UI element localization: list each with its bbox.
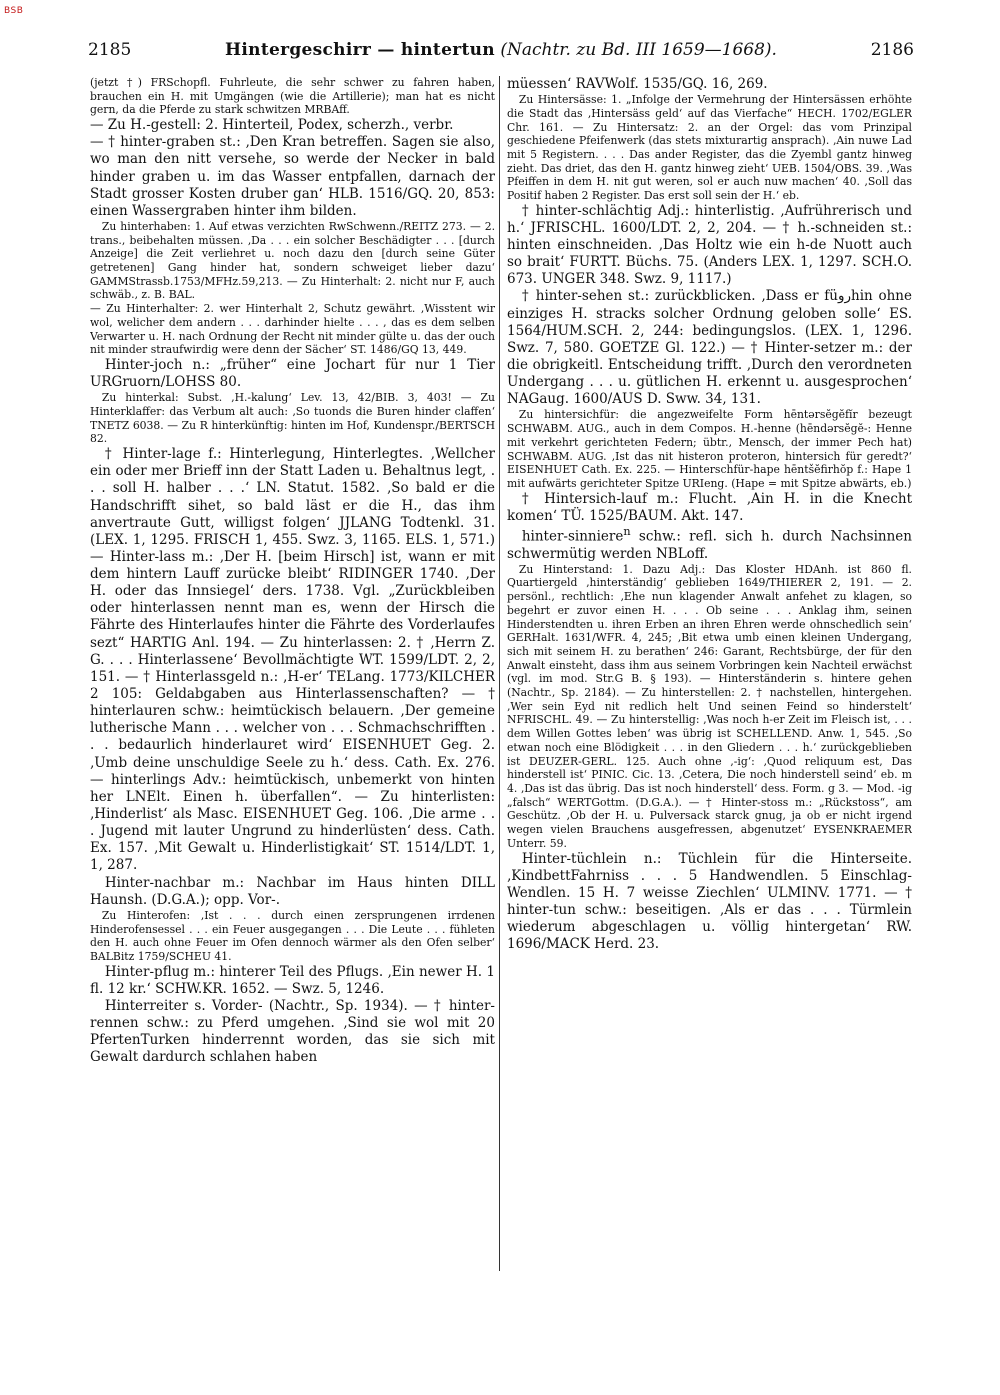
dictionary-entry: Hinterreiter s. Vorder- (Nachtr., Sp. 1934). — † hinter-rennen schw.: zu Pferd umgehen. ‚Sind sie wol mit 20 PfertenTurken hinderrennt worden, das sie sich mit Gewalt dardurch schlahen haben — [90, 997, 495, 1066]
column-divider — [499, 76, 500, 1271]
dictionary-entry: hinter-sinniere$^n$ schw.: refl. sich h. durch Nachsinnen schwermütig werden NBLoff. — [507, 524, 912, 562]
dictionary-entry: Hinter-tüchlein n.: Tüchlein für die Hinterseite. ‚KindbettFahrniss . . . 5 Handwendlen. 5 Einschlag-Wendlen. 15 H. 7 weisse Ziechlen‘ ULMINV. 1771. — † hinter-tun schw.: beseitigen. ‚Als er das . . . Türmlein wiederum abgeschlagen u. völlig hintergetan‘ RW. 1696/MACK Herd. 23. — [507, 850, 912, 953]
dictionary-entry: Zu Hinterstand: 1. Dazu Adj.: Das Kloster HDAnh. ist 860 fl. Quartiergeld ‚hinterständig‘ geblieben 1649/THIERER 2, 191. — 2. persönl., rechtlich: ‚Ehe nun klagender Anwalt anfehet zu klagen, so begehrt er zuvor einen H. . . . Ob seine . . . Anklag ihm, seinen Hinderstendten u. ihren Erben an ihren Ehren werde ohnschedlich sein‘ GERHalt. 1631/WFR. 4, 245; ‚Bit etwa umb einen kleinen Undergang, sich mit seinem H. zu berathen‘ 246: Garant, Rechtsbürge, der für den Anwalt einsteht, dass ihm aus seinem Vorbringen kein Nachteil erwächst (vgl. im mod. Str.G B. § 193). — Hinterständerin s. hintere gehen (Nachtr., Sp. 2184). — Zu hinterstellen: 2. † nachstellen, hintergehen. ‚Wer sein Eyd nit redlich helt Und seinen Feind so hinderstelt‘ NFRISCHL. 49. — Zu hinterstellig: ‚Was noch h-er Zeit im Fleisch ist, . . . dem Willen Gottes leben‘ was übrig ist SCHELLEND. Anw. 1, 545. ‚So etwan noch eine Blödigkeit . . . in den Gliedern . . . h.‘ zurückgeblieben ist DEUZER-GERL. 125. Auch ohne ‚-ig‘: ‚Quod reliquum est, Das hinderstell ist‘ PINIC. Cic. 13. ‚Cetera, Die noch hinderstell seind‘ eb. m 4. ‚Das ist das übrig. Das ist noch hinderstell‘ dess. Form. g 3. — Mod. -ig „falsch“ WERTGottm. (D.G.A.). — † Hinter-stoss m.: „Rückstoss“, am Geschütz. ‚Ob der H. u. Pulversack starck gnug, ja ob er nicht irgend wegen vielen Brauchens ausgefressen, abgenutzet‘ EYSENKRAEMER Unterr. 59. — [507, 562, 912, 850]
dictionary-entry: Hinter-joch n.: „früher“ eine Jochart für nur 1 Tier URGruorn/LOHSS 80. — [90, 356, 495, 391]
dictionary-entry: Hinter-nachbar m.: Nachbar im Haus hinten DILL Haunsh. (D.G.A.); opp. Vor-. — [90, 874, 495, 908]
page-header — [88, 40, 914, 62]
dictionary-entry: Zu hinterkal: Subst. ‚H.-kalung‘ Lev. 13, 42/BIB. 3, 403! — Zu Hinterklaffer: das Verbum alt auch: ‚So tuonds die Buren hinder claffen‘ TNETZ 6038. — Zu R hinterkünftig: hinten im Hof, Kundenspr./BERTSCH 82. — [90, 391, 495, 446]
dictionary-entry: — Zu H.-gestell: 2. Hinterteil, Podex, scherzh., verbr. — [90, 117, 454, 134]
running-title-headwords: Hintergeschirr — hintertun — [225, 40, 495, 60]
dictionary-entry: † hinter-sehen st.: zurückblicken. ‚Dass er füروhin ohne einziges H. stracks solcher Ordnung geloben solle‘ ES. 1564/HUM.SCH. 2, 244: bedingungslos. (LEX. 1, 1296. Swz. 7, 580. GOETZE Gl. 122.) — † Hinter-setzer m.: der die obrigkeitl. Entscheidung trifft. ‚Durch den verordneten Undergang . . . u. gütlichen H. erkennt u. ausgesprochen‘ NAGaug. 1600/AUS D. Sww. 34, 131. — [507, 288, 912, 408]
running-title-reference: (Nachtr. zu Bd. III 1659—1668). — [500, 40, 777, 60]
dictionary-entry: (jetzt †) FRSchopfl. Fuhrleute, die sehr schwer zu fahren haben, brauchen ein H. mit Umgängen (wie die Artillerie); man hat es nicht gern, da die Pferde zu stark schwitzen MRBAff. — [90, 76, 495, 117]
dictionary-entry: — † hinter-graben st.: ‚Den Kran betreffen. Sagen sie also, wo man den nitt versehe, so werde der Necker in bald hinder graben u. im das Wasser entpfallen, darnach der Stadt grosser Kosten druber gan‘ HLB. 1516/GQ. 20, 853: einen Wassergraben hinter ihm bilden. — [90, 134, 495, 219]
library-stamp: BSB — [4, 6, 24, 16]
right-column — [507, 76, 912, 953]
dictionary-entry: Zu hintersichfür: die angezweifelte Form hēntərsĕgĕfĭr bezeugt SCHWABM. AUG., auch in dem Compos. H.-henne (hēndərsĕgĕ-: Henne mit verkehrt gerichteten Federn; übtr., Mensch, der immer Pech hat) SCHWABM. AUG. ‚Ist das nit histeron proteron, hintersich für geredt?‘ EISENHUET Cath. Ex. 225. — Hinterschfür-hape hēntšĕfirhŏp f.: Hape 1 mit aufwärts gerichteter Spitze URIeng. (Hape = mit Spitze abwärts, eb.) — [507, 408, 912, 490]
dictionary-entry: Hinter-pflug m.: hinterer Teil des Pflugs. ‚Ein newer H. 1 fl. 12 kr.‘ SCHW.KR. 1652. — Swz. 5, 1246. — [90, 963, 495, 997]
right-page-number: 2186 — [870, 40, 914, 60]
left-column — [90, 76, 495, 1067]
dictionary-entry: Zu Hinterofen: ‚Ist . . . durch einen zersprungenen irrdenen Hinderofensessel . . . ein Feuer ausgegangen . . . Die Leute . . . fühleten den H. auch ohne Feuer im Ofen dennoch wärmer als den Ofen selber‘ BALBitz 1759/SCHEU 41. — [90, 908, 495, 963]
dictionary-entry: † Hintersich-lauf m.: Flucht. ‚Ain H. in die Knecht komen‘ TÜ. 1525/BAUM. Akt. 147. — [507, 490, 912, 524]
running-title — [88, 40, 914, 60]
dictionary-entry: — Zu Hinterhalter: 2. wer Hinterhalt 2, Schutz gewährt. ‚Wisstent wir wol, welicher dem andern . . . darhinder hielte . . . , das es dem selben Verwarter u. H. nach Ordnung der Recht nit minder gülte u. das der ouch nit minder straufwirdig were denn der Sächer‘ ST. 1486/GQ 13, 449. — [90, 302, 495, 357]
dictionary-entry: müessen‘ RAVWolf. 1535/GQ. 16, 269. — [507, 76, 768, 92]
dictionary-entry: † Hinter-lage f.: Hinterlegung, Hinterlegtes. ‚Wellcher ein oder mer Brieff inn der Statt Laden u. Behaltnus legt, . . . soll H. halber . . .‘ LN. Statut. 1582. ‚So bald er die Handschrifft sihet, so bald läst er die H., das ihm anvertraute Gutt, willigst folgen‘ JJLANG Todtenkl. 31. (LEX. 1, 1295. FRISCH 1, 455. Swz. 3, 1165. ELS. 1, 571.) — Hinter-lass m.: ‚Der H. [beim Hirsch] ist, wann er mit dem hintern Lauff zurücke bleibt‘ RIDINGER 1740. ‚Der H. oder das Innsiegel‘ ders. 1738. Vgl. „Zurückbleiben oder hinterlassen nennt man es, wenn der Hirsch die Fährte des Hinterlaufes hinter die Fährte des Vorderlaufes sezt“ HARTIG Anl. 194. — Zu hinterlassen: 2. † ‚Herrn Z. G. . . . Hinterlassene‘ Bevollmächtigte WT. 1599/LDT. 2, 2, 151. — † Hinterlassgeld n.: ‚H-er‘ TELang. 1773/KILCHER 2 105: Geldabgaben aus Hinterlassenschaften? — † hinterlauren schw.: heimtückisch belauern. ‚Der gemeine lutherische Mann . . . welcher von . . . Schmachschrifften . . . bedaurlich hinderlauret wird‘ EISENHUET Geg. 2. ‚Umb deine unschuldige Seele zu h.‘ dess. Cath. Ex. 276. — hinterlings Adv.: heimtückisch, unbemerkt von hinten her LNElt. Einen h. überfallen“. — Zu hinterlisten: ‚Hinderlist‘ als Masc. EISENHUET Geg. 106. ‚Die arme . . . Jugend mit lauter Ungrund zu hinderlüsten‘ dess. Cath. Ex. 157. ‚Mit Gewalt u. Hinderlistigkait‘ ST. 1514/LDT. 1, 1, 287. — [90, 446, 495, 874]
dictionary-entry: † hinter-schlächtig Adj.: hinterlistig. ‚Aufrührerisch und h.‘ JFRISCHL. 1600/LDT. 2, 2, 204. — † h.-schneiden st.: hinten einschneiden. ‚Das Holtz wie ein h-de Nuott auch so brait‘ FURTT. Büchs. 75. (Anders LEX. 1, 1297. SCH.O. 673. UNGER 348. Swz. 9, 1117.) — [507, 202, 912, 288]
left-page-number: 2185 — [88, 40, 132, 60]
dictionary-entry: Zu Hintersässe: 1. „Infolge der Vermehrung der Hintersässen erhöhte die Stadt das ‚Hintersäss geld‘ auf das Vierfache“ HECH. 1702/EGLER Chr. 161. — Zu Hintersatz: 2. an der Orgel: das vom Prinzipal geschiedene Pfeifenwerk (das stets mixturartig ansprach). ‚Ain nuwe Lad mit 5 Registern. . . . Das ander Register, das die Zyembl gantz hinweg zieht. Das driet, das den H. gantz hinweg zieht‘ UEB. 1504/OBS. 39. ‚Was Pfeiffen in dem H. nit gut weren, sol er auch nuw machen‘ 40. ‚Soll das Positif haben 2 Register. Das erst soll sein der H.‘ eb. — [507, 93, 912, 203]
dictionary-entry: Zu hinterhaben: 1. Auf etwas verzichten RwSchwenn./REITZ 273. — 2. trans., beibehalten müssen. ‚Da . . . ein solcher Beschädigter . . . [durch Anzeige] die Zeit verliehret u. noch dazu den [durch seine Güter getretenen] Gang hinder hat, sondern schweiget lieber dazu‘ GAMMStrassb.1753/MFHz.59,213. — Zu Hinterhalt: 2. nicht nur F, auch schwäb., z. B. BAL. — [90, 219, 495, 302]
